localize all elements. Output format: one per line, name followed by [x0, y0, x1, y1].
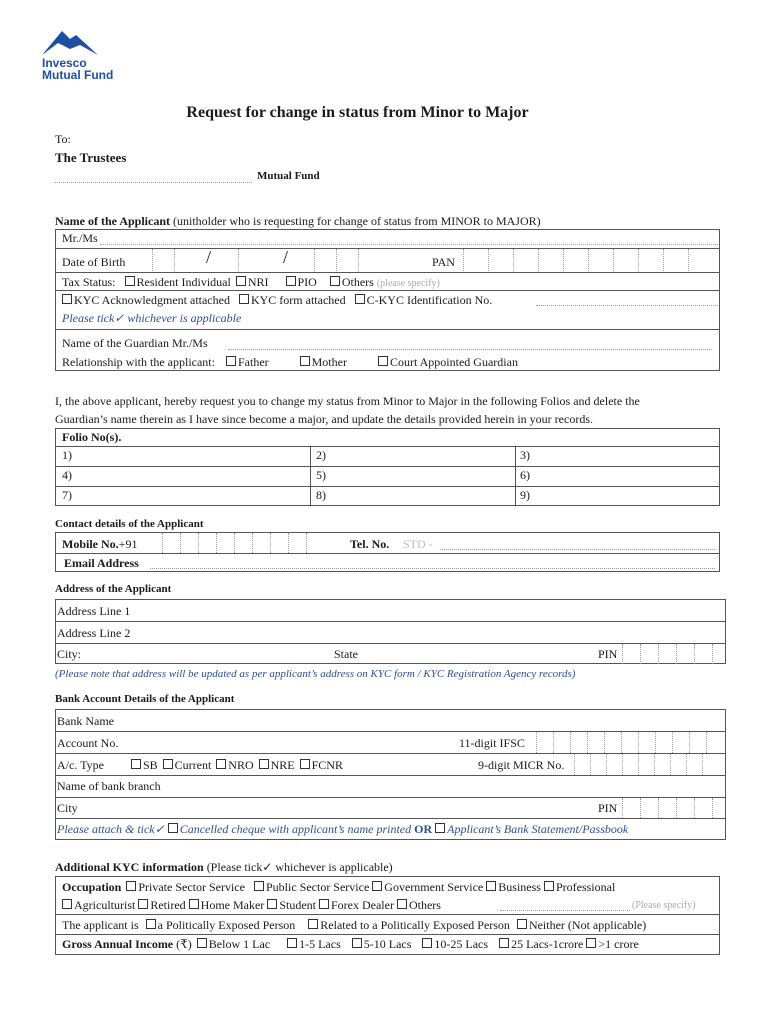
mr-ms-label: Mr./Ms — [62, 231, 98, 245]
occ-others-checkbox[interactable]: Others — [397, 898, 441, 912]
income-10-25-checkbox[interactable]: 10-25 Lacs — [422, 937, 488, 951]
occ-agriculturist-checkbox[interactable]: Agriculturist — [62, 898, 135, 912]
dob-label: Date of Birth — [62, 255, 126, 269]
income-5-10-checkbox[interactable]: 5-10 Lacs — [352, 937, 412, 951]
guardian-name-field[interactable] — [228, 349, 712, 350]
ac-nre-checkbox[interactable]: NRE — [259, 758, 295, 772]
guardian-label: Name of the Guardian Mr./Ms — [62, 336, 208, 350]
folio-cell[interactable]: 5) — [316, 468, 326, 482]
occ-others-field[interactable] — [500, 910, 630, 911]
occ-professional-checkbox[interactable]: Professional — [544, 880, 615, 894]
country-code: +91 — [118, 537, 138, 551]
income-1-5-checkbox[interactable]: 1-5 Lacs — [287, 937, 341, 951]
applicant-name-field[interactable] — [100, 244, 718, 245]
kyc-heading: Additional KYC information — [55, 860, 204, 874]
pan-label: PAN — [432, 255, 455, 269]
income-gt1cr-checkbox[interactable]: >1 crore — [586, 937, 638, 951]
ac-type-label: A/c. Type — [57, 758, 104, 772]
occ-homemaker-checkbox[interactable]: Home Maker — [189, 898, 265, 912]
bank-statement-checkbox[interactable]: Applicant’s Bank Statement/Passbook — [435, 822, 628, 836]
occupation-label: Occupation — [62, 880, 122, 894]
pep-related-checkbox[interactable]: Related to a Politically Exposed Person — [308, 918, 510, 932]
ckyc-checkbox[interactable]: C-KYC Identification No. — [355, 293, 493, 307]
tax-nri-checkbox[interactable]: NRI — [236, 275, 269, 289]
ifsc-label: 11-digit IFSC — [459, 736, 525, 750]
applicant-heading-note: (unitholder who is requesting for change of status from MINOR to MAJOR) — [173, 214, 541, 228]
folio-cell[interactable]: 6) — [520, 468, 530, 482]
tick-note: Please tick✓ whichever is applicable — [62, 311, 242, 325]
invesco-logo — [40, 27, 140, 87]
pin-label: PIN — [598, 647, 618, 661]
logo-line2: Mutual Fund — [42, 68, 114, 82]
address-heading: Address of the Applicant — [55, 583, 172, 595]
folio-cell[interactable]: 8) — [316, 488, 326, 502]
folio-cell[interactable]: 4) — [62, 468, 72, 482]
ac-fcnr-checkbox[interactable]: FCNR — [300, 758, 343, 772]
folio-cell[interactable]: 3) — [520, 448, 530, 462]
ac-sb-checkbox[interactable]: SB — [131, 758, 158, 772]
tax-pio-checkbox[interactable]: PIO — [286, 275, 317, 289]
trustees-label: The Trustees — [55, 150, 127, 165]
page-title: Request for change in status from Minor to Major — [186, 104, 529, 121]
std-label: STD - — [403, 537, 433, 551]
ckyc-number-field[interactable] — [536, 305, 718, 306]
address-note: (Please note that address will be updated as per applicant’s address on KYC form / KYC Registration Agency records) — [55, 668, 576, 680]
occ-private-checkbox[interactable]: Private Sector Service — [126, 880, 245, 894]
occ-please-specify: (Please specify) — [632, 900, 696, 911]
folio-cell[interactable]: 1) — [62, 448, 72, 462]
rel-mother-checkbox[interactable]: Mother — [300, 355, 347, 369]
occ-student-checkbox[interactable]: Student — [267, 898, 316, 912]
occ-forex-checkbox[interactable]: Forex Dealer — [319, 898, 394, 912]
folio-heading: Folio No(s). — [62, 430, 122, 444]
folio-cell[interactable]: 2) — [316, 448, 326, 462]
ac-current-checkbox[interactable]: Current — [163, 758, 212, 772]
occ-business-checkbox[interactable]: Business — [486, 880, 541, 894]
mutual-fund-name-field[interactable] — [55, 182, 252, 183]
declaration-line2: Guardian’s name therein as I have since become a major, and update the details provided herein in your records. — [55, 412, 593, 426]
tel-label: Tel. No. — [350, 537, 390, 551]
tax-resident-checkbox[interactable]: Resident Individual — [125, 275, 231, 289]
please-specify-note: (please specify) — [376, 278, 440, 289]
folio-cell[interactable]: 7) — [62, 488, 72, 502]
logo-line1: Invesco — [42, 56, 87, 70]
ac-nro-checkbox[interactable]: NRO — [216, 758, 253, 772]
bank-heading: Bank Account Details of the Applicant — [55, 693, 235, 705]
cancelled-cheque-checkbox[interactable]: Cancelled cheque with applicant’s name printed — [168, 822, 411, 836]
income-25-1cr-checkbox[interactable]: 25 Lacs-1crore — [499, 937, 583, 951]
tax-status-label: Tax Status: — [62, 275, 116, 289]
relationship-label: Relationship with the applicant: — [62, 355, 215, 369]
tax-others-checkbox[interactable]: Others — [330, 275, 374, 289]
or-label: OR — [414, 822, 433, 836]
applicant-heading: Name of the Applicant — [55, 214, 170, 228]
income-label: Gross Annual Income — [62, 937, 174, 951]
occ-retired-checkbox[interactable]: Retired — [138, 898, 185, 912]
account-no-label[interactable]: Account No. — [57, 736, 119, 750]
branch-label[interactable]: Name of bank branch — [57, 779, 161, 793]
bank-pin-label: PIN — [598, 801, 618, 815]
mobile-label: Mobile No. — [62, 537, 119, 551]
kyc-heading-note: (Please tick✓ whichever is applicable) — [206, 860, 393, 874]
state-label[interactable]: State — [334, 647, 358, 661]
folio-cell[interactable]: 9) — [520, 488, 530, 502]
micr-label: 9-digit MICR No. — [478, 758, 565, 772]
pep-neither-checkbox[interactable]: Neither (Not applicable) — [517, 918, 646, 932]
attach-note: Please attach & tick✓ — [57, 822, 165, 836]
occ-public-checkbox[interactable]: Public Sector Service — [254, 880, 369, 894]
kyc-ack-checkbox[interactable]: KYC Acknowledgment attached — [62, 293, 230, 307]
bank-city-label[interactable]: City — [57, 801, 78, 815]
folio-table — [55, 428, 720, 506]
mutual-fund-label: Mutual Fund — [257, 170, 320, 182]
pep-yes-checkbox[interactable]: a Politically Exposed Person — [146, 918, 296, 932]
tel-field[interactable] — [440, 549, 715, 550]
address-line2-label[interactable]: Address Line 2 — [57, 626, 131, 640]
email-label: Email Address — [64, 556, 139, 570]
address-line1-label[interactable]: Address Line 1 — [57, 604, 131, 618]
email-field[interactable] — [150, 568, 715, 569]
kyc-form-checkbox[interactable]: KYC form attached — [239, 293, 346, 307]
rel-guardian-checkbox[interactable]: Court Appointed Guardian — [378, 355, 518, 369]
address-box — [55, 599, 726, 664]
rel-father-checkbox[interactable]: Father — [226, 355, 269, 369]
income-unit: (₹) — [176, 937, 192, 951]
bank-name-label[interactable]: Bank Name — [57, 714, 114, 728]
pep-lead: The applicant is — [62, 918, 139, 932]
occ-government-checkbox[interactable]: Government Service — [372, 880, 483, 894]
to-label: To: — [55, 132, 71, 146]
income-below1-checkbox[interactable]: Below 1 Lac — [197, 937, 270, 951]
contact-heading: Contact details of the Applicant — [55, 518, 204, 530]
mountain-logo-icon — [40, 27, 100, 57]
city-label[interactable]: City: — [57, 647, 82, 661]
declaration-line1: I, the above applicant, hereby request you to change my status from Minor to Major in the following Folios and delete the — [55, 394, 640, 408]
